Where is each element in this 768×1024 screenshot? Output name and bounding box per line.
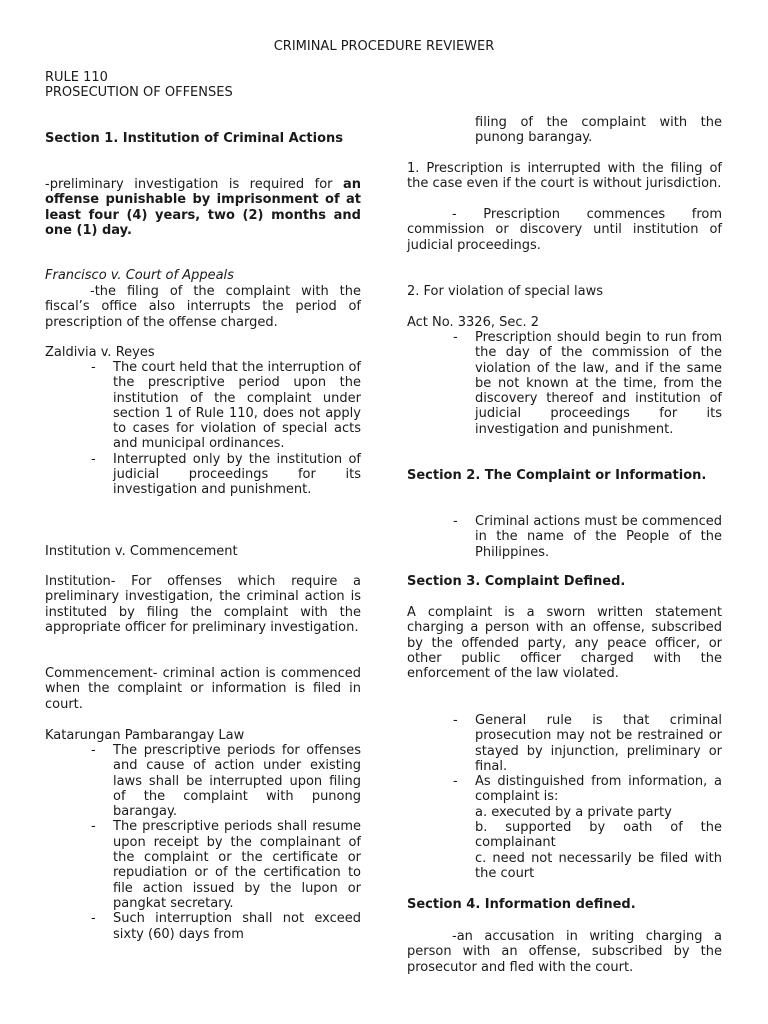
document-title: CRIMINAL PROCEDURE REVIEWER (273, 39, 495, 54)
list-item-lead: As distinguished from information, a complaint is: (475, 774, 722, 805)
rule-number: RULE 110 (45, 70, 108, 85)
institution-paragraph: Institution- For offenses which require a preliminary investigation, the criminal action is instituted by filing the complaint with the appropriate officer for preliminary investigation. (45, 574, 361, 635)
list-item: - The prescriptive periods for offenses and cause of action under existing laws shall be interrupted upon filing of the complaint with punong barangay. (45, 743, 361, 819)
act-3326-heading: Act No. 3326, Sec. 2 (407, 315, 540, 330)
list-item: - Prescription should begin to run from the day of the commission of the violation of the law, and if the same be not known at the time, from the discovery thereof and institution of judicial proceedings for its investigation and punishment. (407, 330, 722, 437)
act-3326-list (407, 330, 722, 437)
list-item (407, 774, 722, 881)
complaint-definition-paragraph: A complaint is a sworn written statement charging a person with an offense, subscribed by the offended party, any peace officer, or other public officer charged with the enforcement of the law violated. (407, 605, 722, 682)
section-1-heading: Section 1. Institution of Criminal Actions (45, 131, 344, 146)
prescription-interrupted-paragraph: 1. Prescription is interrupted with the filing of the case even if the court is without jurisdiction. (407, 161, 722, 192)
information-definition-paragraph: -an accusation in writing charging a person with an offense, subscribed by the prosecutor and fled with the court. (407, 929, 722, 975)
francisco-case-title: Francisco v. Court of Appeals (45, 268, 234, 283)
list-item: - Such interruption shall not exceed sixty (60) days from (45, 911, 361, 942)
prescription-commences-paragraph: - Prescription commences from commission or discovery until institution of judicial proceedings. (407, 207, 722, 253)
list-item: - General rule is that criminal prosecution may not be restrained or stayed by injunction, preliminary or final. (407, 713, 722, 774)
section-2-list (407, 514, 722, 560)
zaldivia-list (45, 360, 361, 498)
section-4-heading: Section 4. Information defined. (407, 897, 636, 912)
katarungan-heading: Katarungan Pambarangay Law (45, 728, 245, 743)
zaldivia-case-title: Zaldivia v. Reyes (45, 345, 155, 360)
section-2-heading: Section 2. The Complaint or Information. (407, 468, 707, 483)
special-laws-heading: 2. For violation of special laws (407, 284, 603, 299)
list-item: - Criminal actions must be commenced in the name of the People of the Philippines. (407, 514, 722, 560)
francisco-case-text: -the filing of the complaint with the fiscal’s office also interrupts the period of prescription of the offense charged. (45, 284, 361, 330)
list-item: - The prescriptive periods shall resume upon receipt by the complainant of the complaint or the certificate or repudiation or of the certification to file action issued by the lupon or pangkat secretary. (45, 819, 361, 911)
preliminary-bold: an offense punishable by imprisonment of at least four (4) years, two (2) months and one (1) day. (45, 177, 361, 238)
katarungan-list (45, 743, 361, 942)
list-item: - Interrupted only by the institution of judicial proceedings for its investigation and punishment. (45, 452, 361, 498)
list-item: - The court held that the interruption of the prescriptive period upon the institution of the complaint under section 1 of Rule 110, does not apply to cases for violation of special acts and municipal ordinances. (45, 360, 361, 452)
preliminary-lead: -preliminary investigation is required for (45, 177, 343, 192)
section-3-list (407, 713, 722, 881)
continued-text: filing of the complaint with the punong barangay. (475, 115, 722, 146)
institution-v-commencement-heading: Institution v. Commencement (45, 544, 238, 559)
sub-item: a. executed by a private party (475, 804, 672, 820)
preliminary-investigation-paragraph (45, 177, 361, 238)
rule-title: PROSECUTION OF OFFENSES (45, 85, 233, 100)
sub-item: b. supported by oath of the complainant (475, 820, 722, 851)
section-3-heading: Section 3. Complaint Defined. (407, 574, 626, 589)
sub-item: c. need not necessarily be filed with the court (475, 850, 722, 881)
commencement-paragraph: Commencement- criminal action is commenced when the complaint or information is filed in court. (45, 666, 361, 712)
